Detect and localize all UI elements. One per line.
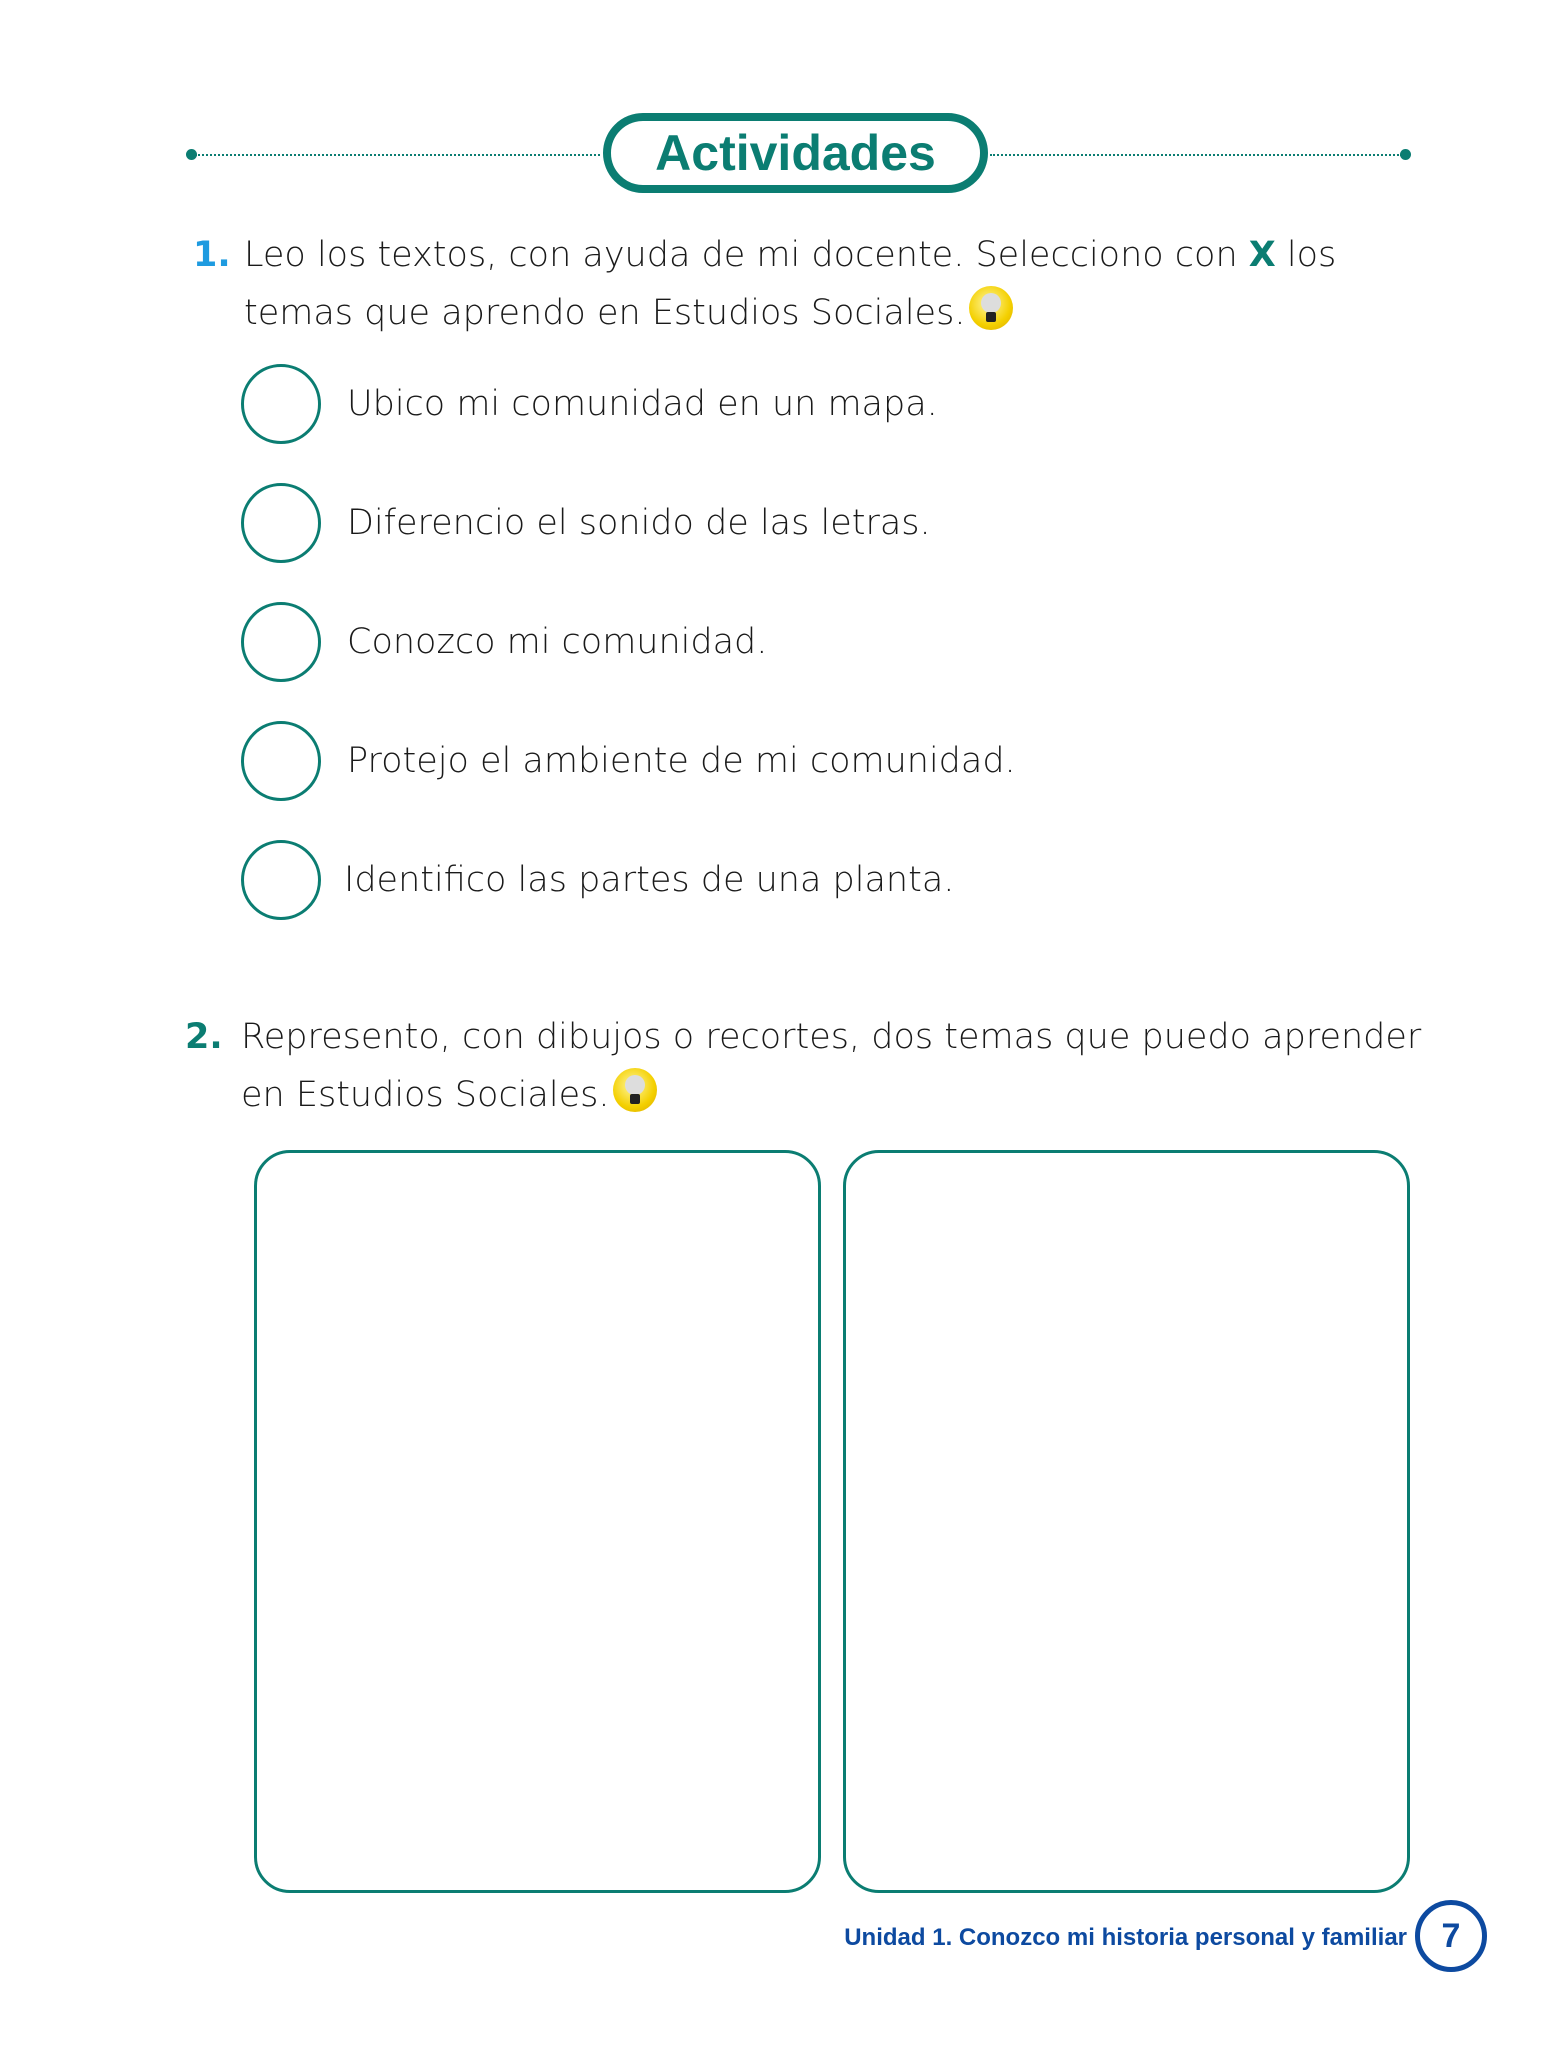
divider-line-right [990, 154, 1402, 156]
divider-line-left [195, 154, 600, 156]
option-label-5: Identifico las partes de una planta. [344, 860, 955, 900]
option-checkbox-3[interactable] [241, 602, 321, 682]
page-number: 7 [1415, 1900, 1487, 1972]
instruction-text-2: en Estudios Sociales. [241, 1075, 610, 1115]
activity-2-number: 2. [185, 1017, 223, 1057]
option-label-1: Ubico mi comunidad en un mapa. [347, 384, 938, 424]
option-label-4: Protejo el ambiente de mi comunidad. [347, 741, 1016, 781]
divider-dot-right [1400, 149, 1411, 160]
instruction-text: Represento, con dibujos o recortes, dos temas que puedo aprender [241, 1017, 1422, 1057]
x-mark: X [1248, 235, 1276, 275]
instruction-text-end: los [1275, 235, 1337, 275]
unit-footer: Unidad 1. Conozco mi historia personal y familiar [844, 1924, 1407, 1951]
section-title: Actividades [603, 113, 988, 193]
option-label-3: Conozco mi comunidad. [347, 622, 768, 662]
activity-1-number: 1. [193, 235, 231, 275]
activity-2-instructions [185, 1008, 1422, 1115]
option-checkbox-4[interactable] [241, 721, 321, 801]
drawing-box-1[interactable] [254, 1150, 821, 1893]
instruction-text-2: temas que aprendo en Estudios Sociales. [244, 293, 966, 333]
option-checkbox-5[interactable] [241, 840, 321, 920]
lightbulb-icon [969, 286, 1013, 330]
instruction-text: Leo los textos, con ayuda de mi docente. Selecciono con [244, 235, 1249, 275]
option-checkbox-1[interactable] [241, 364, 321, 444]
option-label-2: Diferencio el sonido de las letras. [347, 503, 931, 543]
lightbulb-icon [613, 1068, 657, 1112]
option-checkbox-2[interactable] [241, 483, 321, 563]
drawing-box-2[interactable] [843, 1150, 1410, 1893]
activity-1-instructions [193, 226, 1337, 333]
